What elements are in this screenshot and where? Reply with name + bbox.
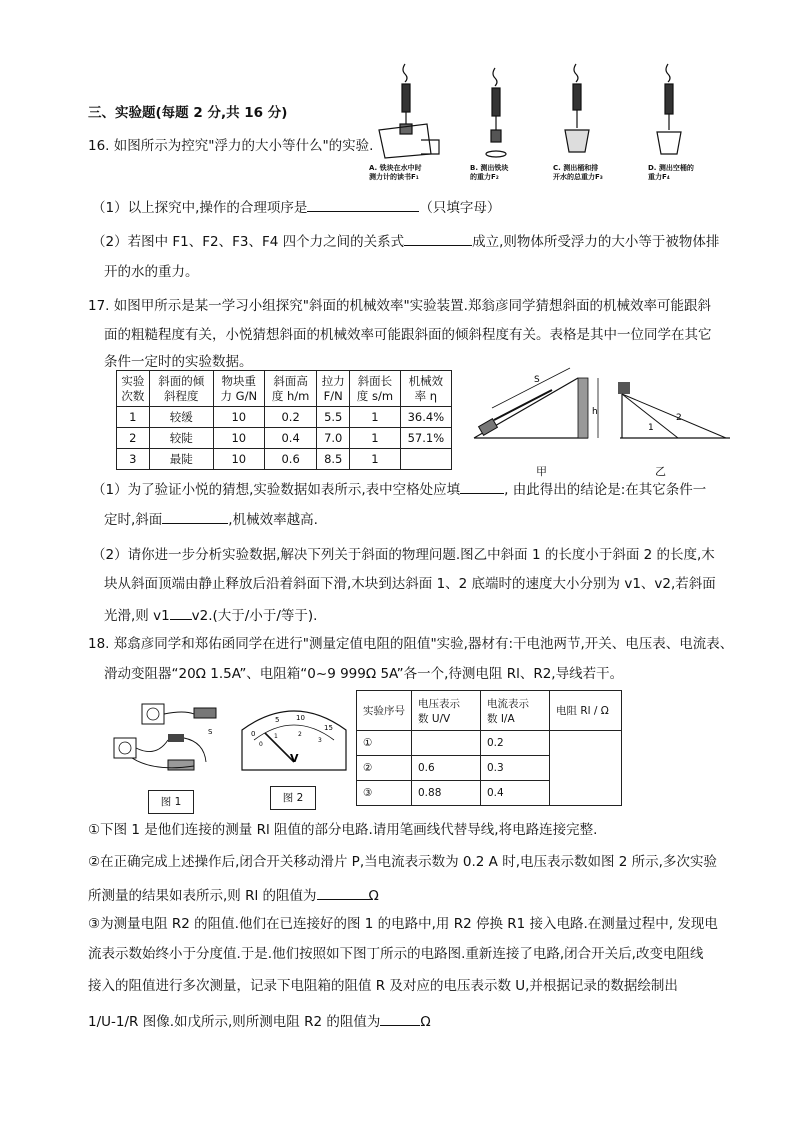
cell: ③ [357, 781, 412, 806]
fig-jia-label: 甲 [536, 465, 547, 478]
q18-step3: ③为测量电阻 R2 的阻值.他们在已连接好的图 1 的电路中,用 R2 停换 R1 接入电路.在测量过程中, 发现电 [88, 916, 718, 932]
q18-step2: ②在正确完成上述操作后,闭合开关移动滑片 P,当电流表示数为 0.2 A 时,电压表示数如图 2 所示,多次实验 [88, 854, 717, 870]
q16-stem: 16. 如图所示为控究"浮力的大小等什么"的实验. [88, 138, 374, 154]
fig-c-spring-scale [565, 64, 589, 152]
th-current: 电流表示 数 I/A [481, 691, 550, 731]
q16-part2: （2）若图中 F1、F2、F3、F4 四个力之间的关系式 成立,则物体所受浮力的大小等于被物体排 [92, 230, 719, 252]
cell: 1 [350, 407, 401, 428]
cell: 较缓 [149, 407, 213, 428]
table-row [117, 428, 452, 449]
cell: 0.6 [412, 756, 481, 781]
jia-s-label: S [534, 375, 540, 385]
cell: 36.4% [400, 407, 451, 428]
meter-tick-5: 5 [275, 716, 280, 724]
q16-blank-order[interactable] [307, 196, 419, 212]
th-trial: 实验 次数 [117, 371, 150, 407]
fig-yi-inclines [614, 376, 734, 448]
yi-slope2-label: 2 [676, 413, 682, 423]
cell: 8.5 [317, 449, 350, 470]
cell: 较陡 [149, 428, 213, 449]
q18-line2: 滑动变阻器“20Ω 1.5A”、电阻箱“0~9 999Ω 5A”各一个,待测电阻 Rl、R2,导线若干。 [104, 666, 624, 682]
q17-line2: 面的粗糙程度有关，小悦猜想斜面的机械效率可能跟斜面的倾斜程度有关。表格是其中一位同学在其它 [104, 327, 712, 343]
cell: 10 [213, 449, 264, 470]
q17-part2-line3: 光滑,则 v1 v2.(大于/小于/等于). [104, 604, 317, 626]
fig-b-spring-scale [486, 68, 506, 157]
cell: 1 [350, 428, 401, 449]
meter-unit: V [290, 752, 299, 765]
section-title: 三、实验题(每题 2 分,共 16 分) [88, 105, 288, 121]
meter-small-0: 0 [259, 741, 263, 748]
q17-blank-efficiency[interactable] [460, 478, 504, 494]
q17-blank-v-compare[interactable] [170, 604, 192, 620]
q18-table [356, 690, 622, 806]
meter-small-1: 1 [274, 733, 278, 740]
q16-part1: （1）以上探究中,操作的合理项序是 （只填字母） [92, 196, 500, 218]
th-length: 斜面长 度 s/m [350, 371, 401, 407]
q17-line1: 17. 如图甲所示是某一学习小组探究"斜面的机械效率"实验装置.郑翁彦同学猜想斜面的机械效率可能跟斜 [88, 298, 711, 314]
jia-h-label: h [592, 407, 598, 417]
cell: 5.5 [317, 407, 350, 428]
cell: 0.88 [412, 781, 481, 806]
q17-line3: 条件一定时的实验数据。 [104, 354, 253, 370]
meter-tick-15: 15 [324, 724, 333, 732]
cell [412, 731, 481, 756]
q17-part1-cont: 定时,斜面 ,机械效率越高. [104, 508, 318, 530]
fig-yi-label: 乙 [655, 465, 666, 478]
q18-step3-line2: 流表示数始终小于分度值.于是.他们按照如下图丁所示的电路图.重新连接了电路,闭合开关后,改变电阻线 [88, 946, 704, 962]
q18-step3-line4: 1/U-1/R 图像.如戊所示,则所测电阻 R2 的阻值为 Ω [88, 1010, 431, 1032]
q16-figure [365, 58, 715, 163]
cell: 1 [350, 449, 401, 470]
th-weight: 物块重 力 G/N [213, 371, 264, 407]
meter-small-2: 2 [298, 731, 302, 738]
q16-blank-relation[interactable] [404, 230, 472, 246]
q18-step3-line3: 接入的阻值进行多次测量，记录下电阻箱的阻值 R 及对应的电压表示数 U,并根据记录的数据绘制出 [88, 978, 678, 994]
q18-blank-r1[interactable] [317, 884, 369, 900]
yi-slope1-label: 1 [648, 423, 654, 433]
q18-step2-cont: 所测量的结果如表所示,则 Rl 的阻值为 Ω [88, 884, 379, 906]
cell: 10 [213, 428, 264, 449]
svg-text:S: S [208, 728, 213, 736]
fig-d-caption: D. 测出空桶的 重力F₄ [648, 164, 694, 181]
fig2-label: 图 2 [270, 786, 316, 810]
cell: 10 [213, 407, 264, 428]
fig1-circuit [108, 698, 230, 778]
q17-blank-conclusion[interactable] [162, 508, 228, 524]
efficiency-blank-cell[interactable] [400, 449, 451, 470]
meter-tick-10: 10 [296, 714, 305, 722]
cell: 1 [117, 407, 150, 428]
fig-a-caption: A. 铁块在水中时 测力计的读书F₁ [369, 164, 422, 181]
table-row [117, 449, 452, 470]
q18-line1: 18. 郑翕彦同学和郑佑函同学在进行"测量定值电阻的阻值"实验,器材有:干电池两节,开关、电压表、电流表、 [88, 636, 734, 652]
table-row [117, 407, 452, 428]
th-slope: 斜面的倾 斜程度 [149, 371, 213, 407]
cell: 0.4 [264, 428, 317, 449]
fig1-label: 图 1 [148, 790, 194, 814]
resistance-cell[interactable] [550, 731, 622, 806]
q16-part2-cont: 开的水的重力。 [104, 264, 199, 280]
cell: ② [357, 756, 412, 781]
cell: 7.0 [317, 428, 350, 449]
cell: 0.3 [481, 756, 550, 781]
table-row [357, 731, 622, 756]
th-efficiency: 机械效 率 η [400, 371, 451, 407]
th-resistance: 电阻 Rl / Ω [550, 691, 622, 731]
cell: ① [357, 731, 412, 756]
fig-d-spring-scale [657, 64, 681, 154]
cell: 0.2 [264, 407, 317, 428]
q17-part1: （1）为了验证小悦的猜想,实验数据如表所示,表中空格处应填 , 由此得出的结论是:在其它条件一 [92, 478, 706, 500]
meter-tick-0: 0 [251, 730, 256, 738]
cell: 3 [117, 449, 150, 470]
fig-b-caption: B. 测出铁块 的重力F₂ [470, 164, 509, 181]
th-seq: 实验序号 [357, 691, 412, 731]
th-voltage: 电压表示 数 U/V [412, 691, 481, 731]
cell: 0.6 [264, 449, 317, 470]
q18-blank-r2[interactable] [380, 1010, 420, 1026]
th-height: 斜面高 度 h/m [264, 371, 317, 407]
fig2-voltmeter [238, 700, 350, 774]
q17-part2-line2: 块从斜面顶端由静止释放后沿着斜面下滑,木块到达斜面 1、2 底端时的速度大小分别为 v1、v2,若斜面 [104, 576, 716, 592]
cell: 57.1% [400, 428, 451, 449]
q17-table [116, 370, 452, 470]
cell: 2 [117, 428, 150, 449]
th-pull: 拉力 F/N [317, 371, 350, 407]
fig-a-spring-scale [379, 64, 439, 158]
fig-c-caption: C. 测出桶和排 开水的总重力F₃ [553, 164, 603, 181]
cell: 0.4 [481, 781, 550, 806]
cell: 最陡 [149, 449, 213, 470]
q17-part2: （2）请你进一步分析实验数据,解决下列关于斜面的物理问题.图乙中斜面 1 的长度小于斜面 2 的长度,木 [92, 547, 715, 563]
meter-small-3: 3 [318, 737, 322, 744]
fig-jia-incline [466, 362, 616, 462]
q18-step1: ①下图 1 是他们连接的测量 Rl 阻值的部分电路.请用笔画线代替导线,将电路连接完整. [88, 822, 598, 838]
cell: 0.2 [481, 731, 550, 756]
